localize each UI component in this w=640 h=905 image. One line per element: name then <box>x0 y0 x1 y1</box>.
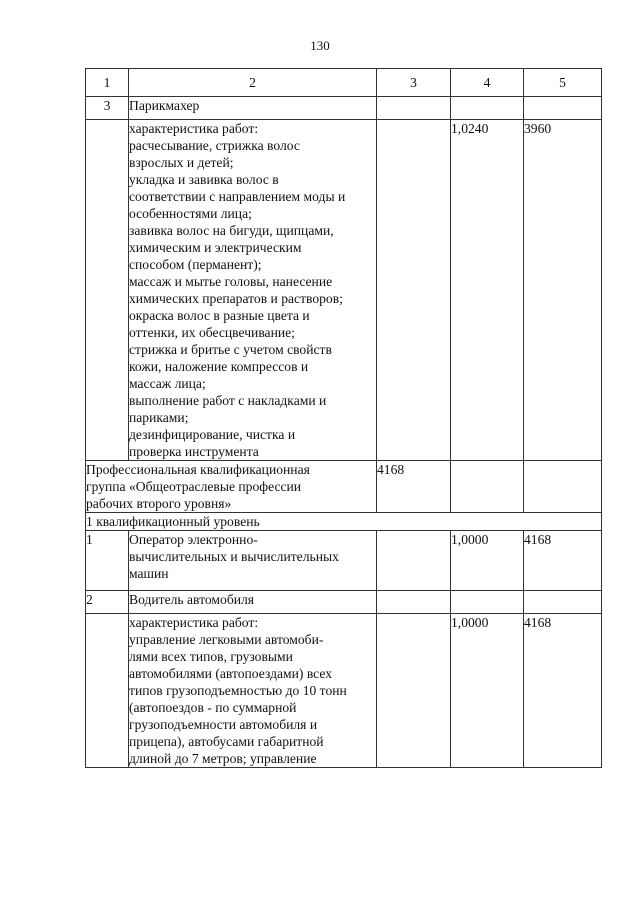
description-line: характеристика работ: <box>129 615 259 630</box>
table-row-hairdresser-details <box>86 120 602 461</box>
description-line: завивка волос на бигуди, щипцами, <box>129 223 334 238</box>
header-col-2: 2 <box>129 69 377 97</box>
description-line: управление легковыми автомоби- <box>129 632 324 647</box>
empty-cell <box>377 97 451 120</box>
description-line: стрижка и бритье с учетом свойств <box>129 342 332 357</box>
table-row-hairdresser <box>86 97 602 120</box>
row-number: 3 <box>86 97 129 120</box>
header-col-5: 5 <box>524 69 602 97</box>
coefficient-value: 1,0000 <box>451 531 524 591</box>
work-description <box>129 614 377 768</box>
description-line: расчесывание, стрижка волос <box>129 138 300 153</box>
description-line: длиной до 7 метров; управление <box>129 751 317 766</box>
coefficient-value: 1,0000 <box>451 614 524 768</box>
description-line: автомобилями (автопоездами) всех <box>129 666 333 681</box>
description-line: способом (перманент); <box>129 257 262 272</box>
description-line: оттенки, их обесцвечивание; <box>129 325 295 340</box>
empty-cell <box>451 461 524 513</box>
table-header-row <box>86 69 602 97</box>
salary-value: 4168 <box>524 614 602 768</box>
description-line: прицепа), автобусами габаритной <box>129 734 324 749</box>
description-line: особенностями лица; <box>129 206 252 221</box>
description-line: химических препаратов и растворов; <box>129 291 343 306</box>
page-number: 130 <box>310 38 330 53</box>
table-row-level <box>86 513 602 531</box>
header-col-4: 4 <box>451 69 524 97</box>
work-description <box>129 120 377 461</box>
base-salary-value: 4168 <box>377 461 451 513</box>
description-line: химическим и электрическим <box>129 240 302 255</box>
description-line: соответствии с направлением моды и <box>129 189 346 204</box>
profession-title: Водитель автомобиля <box>129 591 377 614</box>
header-col-3: 3 <box>377 69 451 97</box>
empty-cell <box>524 97 602 120</box>
salary-value: 4168 <box>524 531 602 591</box>
salary-table <box>85 68 602 768</box>
group-line: Профессиональная квалификационная <box>86 462 310 477</box>
table-row-driver-details <box>86 614 602 768</box>
profession-title: Парикмахер <box>129 97 377 120</box>
description-line: окраска волос в разные цвета и <box>129 308 310 323</box>
description-line: типов грузоподъемностью до 10 тонн <box>129 683 347 698</box>
empty-cell <box>451 591 524 614</box>
description-line: выполнение работ с накладками и <box>129 393 327 408</box>
empty-cell <box>524 591 602 614</box>
qualification-level: 1 квалификационный уровень <box>86 513 602 531</box>
description-line: грузоподъемности автомобиля и <box>129 717 318 732</box>
description-line: (автопоездов - по суммарной <box>129 700 297 715</box>
title-line: машин <box>129 566 169 581</box>
description-line: характеристика работ: <box>129 121 259 136</box>
description-line: париками; <box>129 410 189 425</box>
profession-title <box>129 531 377 591</box>
table-row-group <box>86 461 602 513</box>
table-row-driver <box>86 591 602 614</box>
empty-cell <box>377 531 451 591</box>
description-line: взрослых и детей; <box>129 155 234 170</box>
qualification-group <box>86 461 377 513</box>
empty-cell <box>377 614 451 768</box>
row-number: 1 <box>86 531 129 591</box>
empty-cell <box>524 461 602 513</box>
description-line: проверка инструмента <box>129 444 259 459</box>
description-line: массаж и мытье головы, нанесение <box>129 274 333 289</box>
title-line: Оператор электронно- <box>129 532 258 547</box>
empty-cell <box>86 120 129 461</box>
description-line: лями всех типов, грузовыми <box>129 649 293 664</box>
description-line: массаж лица; <box>129 376 206 391</box>
table-row-operator <box>86 531 602 591</box>
empty-cell <box>377 120 451 461</box>
empty-cell <box>86 614 129 768</box>
group-line: группа «Общеотраслевые профессии <box>86 479 302 494</box>
description-line: дезинфицирование, чистка и <box>129 427 296 442</box>
title-line: вычислительных и вычислительных <box>129 549 339 564</box>
empty-cell <box>451 97 524 120</box>
header-col-1: 1 <box>86 69 129 97</box>
empty-cell <box>377 591 451 614</box>
group-line: рабочих второго уровня» <box>86 496 232 511</box>
salary-value: 3960 <box>524 120 602 461</box>
description-line: укладка и завивка волос в <box>129 172 279 187</box>
row-number: 2 <box>86 591 129 614</box>
coefficient-value: 1,0240 <box>451 120 524 461</box>
description-line: кожи, наложение компрессов и <box>129 359 309 374</box>
